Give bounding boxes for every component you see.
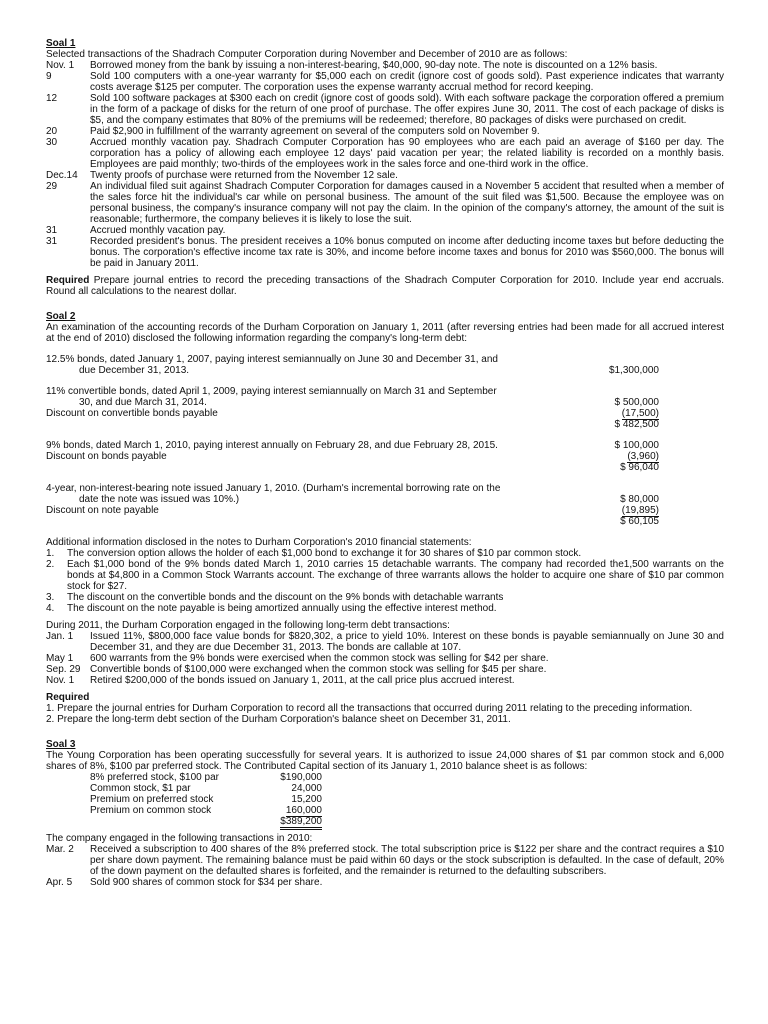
contributed-capital-table (90, 772, 724, 827)
note-item (46, 603, 724, 614)
transaction-row (46, 653, 724, 664)
transaction-row (46, 170, 724, 181)
transaction-text: Sold 100 computers with a one-year warranty for $5,000 each on credit (ignore cost of goods sold). Past experience indicates that warranty costs average $125 per computer. The corporation uses the expense warranty accrual method for record keeping. (90, 71, 724, 93)
transaction-text: Sold 900 shares of common stock for $34 per share. (90, 877, 323, 888)
transaction-row (46, 93, 724, 126)
soal-3-engaged-intro: The company engaged in the following transactions in 2010: (46, 833, 313, 844)
soal-2-title: Soal 2 (46, 311, 76, 322)
debt-row (46, 516, 724, 527)
debt-label: Discount on convertible bonds payable (46, 408, 218, 419)
debt-row (46, 365, 724, 376)
debt-row (46, 505, 724, 516)
note-text: The discount on the note payable is being amortized annually using the effective interest method. (67, 603, 497, 614)
debt-amount: (17,500) (621, 408, 659, 419)
transaction-date: Nov. 1 (46, 675, 75, 686)
note-item (46, 559, 724, 592)
debt-label: 30, and due March 31, 2014. (79, 397, 207, 408)
capital-row (90, 783, 724, 794)
capital-amount-value: 24,000 (291, 783, 322, 794)
transaction-date: 29 (46, 181, 58, 192)
transaction-text: Received a subscription to 400 shares of the 8% preferred stock. The total subscription price is $122 per share and the contract requires a $10 per share down payment. The remaining balance must be paid within 60 days or the stock subscription is defaulted. In the case of default, 20% of the down payment on the defaulted shares is forfeited, and the remainder is returned to the defaulting subscribers. (90, 844, 724, 877)
soal-1-intro: Selected transactions of the Shadrach Computer Corporation during November and December of 2010 are as follows: (46, 49, 568, 60)
debt-row (46, 408, 724, 419)
debt-amount: $ 482,500 (614, 419, 659, 430)
capital-label: Common stock, $1 par (90, 783, 191, 794)
transaction-text: Accrued monthly vacation pay. (90, 225, 226, 236)
transaction-row (46, 675, 724, 686)
transaction-date: Dec.14 (46, 170, 78, 181)
document-page (46, 38, 724, 888)
spacer (46, 376, 724, 386)
transaction-text: Convertible bonds of $100,000 were exchanged when the common stock was selling for $45 per share. (90, 664, 547, 675)
debt-group (46, 440, 724, 473)
soal-3-title: Soal 3 (46, 739, 76, 750)
debt-group (46, 354, 724, 376)
debt-amount: $1,300,000 (608, 365, 659, 376)
debt-row (46, 419, 724, 430)
transaction-date: Sep. 29 (46, 664, 81, 675)
spacer (46, 430, 724, 440)
capital-label (90, 816, 270, 827)
transaction-text: Accrued monthly vacation pay. Shadrach Computer Corporation has 90 employees who are each paid an average of $160 per day. The corporation has a policy of allowing each employee 12 days' paid vacation per year; the related liability is recorded on a monthly basis. Employees are paid monthly; two-thirds of the employees work in the sales force and one-third work in the office. (90, 137, 724, 170)
debt-amount: $ 96,040 (620, 462, 659, 473)
debt-row (46, 397, 724, 408)
transaction-text: 600 warrants from the 9% bonds were exercised when the common stock was selling for $42 per share. (90, 653, 549, 664)
soal-3-intro: The Young Corporation has been operating successfully for several years. It is authorized to issue 24,000 shares of $1 par common stock and 6,000 shares of 8%, $100 par preferred stock. The Contributed Capital section of its January 1, 2010 balance sheet is as follows: (46, 750, 724, 772)
note-number: 1. (46, 548, 55, 559)
debt-label: 12.5% bonds, dated January 1, 2007, paying interest semiannually on June 30 and December 31, and (46, 354, 498, 365)
soal-1-transactions (46, 60, 724, 269)
debt-group (46, 386, 724, 430)
long-term-debt-listing (46, 354, 724, 537)
required-item: 1. Prepare the journal entries for Durham Corporation to record all the transactions that occurred during 2011 relating to the preceding information. (46, 703, 693, 714)
note-text: The conversion option allows the holder of each $1,000 bond to exchange it for 30 shares of $10 par common stock. (67, 548, 582, 559)
debt-amount: $ 60,105 (620, 516, 659, 527)
note-item (46, 592, 724, 603)
additional-info-intro: Additional information disclosed in the notes to Durham Corporation's 2010 financial statements: (46, 537, 472, 548)
transaction-text: Issued 11%, $800,000 face value bonds for $820,302, a price to yield 10%. Interest on these bonds is payable semiannually on June 30 and December 31, and they are due December 31, 2013. The bonds are callable at 107. (90, 631, 724, 653)
capital-label: Premium on common stock (90, 805, 212, 816)
transaction-row (46, 60, 724, 71)
required-text: Prepare journal entries to record the preceding transactions of the Shadrach Computer Corporation for 2010. Include year end accruals. Round all calculations to the nearest dollar. (46, 275, 725, 297)
capital-amount (270, 794, 322, 805)
debt-amount: $ 100,000 (614, 440, 659, 451)
debt-amount: (3,960) (627, 451, 659, 462)
debt-label (46, 516, 566, 527)
transaction-date: Apr. 5 (46, 877, 73, 888)
capital-row (90, 772, 724, 783)
debt-amount: (19,895) (621, 505, 659, 516)
spacer (46, 473, 724, 483)
transaction-row (46, 181, 724, 225)
capital-amount (270, 805, 322, 816)
capital-label: Premium on preferred stock (90, 794, 214, 805)
debt-label: 4-year, non-interest-bearing note issued January 1, 2010. (Durham's incremental borrowing rate on the (46, 483, 501, 494)
transaction-row (46, 137, 724, 170)
capital-amount-value: 15,200 (291, 794, 322, 805)
debt-label: 9% bonds, dated March 1, 2010, paying interest annually on February 28, and due February 28, 2015. (46, 440, 498, 451)
note-number: 2. (46, 559, 55, 570)
debt-label: 11% convertible bonds, dated April 1, 2009, paying interest semiannually on March 31 and September (46, 386, 497, 397)
required-item: 2. Prepare the long-term debt section of the Durham Corporation's balance sheet on December 31, 2011. (46, 714, 511, 725)
note-number: 4. (46, 603, 55, 614)
capital-label: 8% preferred stock, $100 par (90, 772, 219, 783)
soal-3-transactions (46, 844, 724, 888)
transaction-row (46, 631, 724, 653)
transaction-text: Paid $2,900 in fulfillment of the warranty agreement on several of the computers sold on November 9. (90, 126, 540, 137)
capital-row (90, 805, 724, 816)
capital-amount-value: $389,200 (280, 816, 322, 830)
debt-label: due December 31, 2013. (79, 365, 190, 376)
capital-amount (270, 772, 322, 783)
transaction-date: 31 (46, 236, 58, 247)
debt-label: Discount on bonds payable (46, 451, 167, 462)
soal-3-section (46, 739, 724, 888)
transaction-row (46, 877, 724, 888)
transaction-text: An individual filed suit against Shadrach Computer Corporation for damages caused in a November 5 accident that resulted when a member of the sales force hit the individual's car while on personal business. The amount of the suit filed was $1,500. Because the employee was on personal business, the company's insurance company will not pay the claim. In the opinion of the company's attorney, the amount of the suit is reasonable; furthermore, the company believes it is likely to lose the suit. (90, 181, 724, 225)
transaction-date: May 1 (46, 653, 74, 664)
debt-amount: $ 500,000 (614, 397, 659, 408)
debt-label: date the note was issued was 10%.) (79, 494, 240, 505)
transaction-date: 30 (46, 137, 58, 148)
soal-2-intro: An examination of the accounting records of the Durham Corporation on January 1, 2011 (after reversing entries had been made for all accrued interest at the end of 2010) disclosed the following information regarding the company's long-term debt: (46, 322, 724, 344)
soal-1-required (46, 275, 724, 297)
capital-amount (270, 783, 322, 794)
soal-1-section (46, 38, 724, 297)
note-text: The discount on the convertible bonds and the discount on the 9% bonds with detachable warrants (67, 592, 504, 603)
transaction-date: 20 (46, 126, 58, 137)
debt-label (46, 419, 566, 430)
capital-row (90, 816, 724, 827)
debt-group (46, 483, 724, 527)
debt-row (46, 494, 724, 505)
during-2011-intro: During 2011, the Durham Corporation engaged in the following long-term debt transactions: (46, 620, 450, 631)
soal-1-title: Soal 1 (46, 38, 76, 49)
transaction-row (46, 126, 724, 137)
debt-label (46, 462, 566, 473)
transaction-date: 12 (46, 93, 58, 104)
capital-amount-value: 160,000 (285, 805, 322, 816)
transaction-text: Twenty proofs of purchase were returned from the November 12 sale. (90, 170, 398, 181)
transaction-text: Sold 100 software packages at $300 each on credit (ignore cost of goods sold). With each software package the corporation offered a premium in the form of a package of disks for the return of one proof of purchase. The offer expires June 30, 2011. The cost of each package of disks is $5, and the company estimates that 80% of the premiums will be redeemed; therefore, 80 packages of disks were purchased on credit. (90, 93, 724, 126)
transaction-row (46, 844, 724, 877)
soal-2-required-items (46, 703, 724, 725)
note-item (46, 548, 724, 559)
transaction-row (46, 71, 724, 93)
debt-row (46, 483, 724, 494)
debt-label: Discount on note payable (46, 505, 159, 516)
capital-amount-value: $190,000 (280, 772, 322, 783)
transaction-text: Borrowed money from the bank by issuing a non-interest-bearing, $40,000, 90-day note. The note is discounted on a 12% basis. (90, 60, 658, 71)
transaction-date: Nov. 1 (46, 60, 75, 71)
soal-2-required-label: Required (46, 692, 90, 703)
soal-2-transactions (46, 631, 724, 686)
capital-row (90, 794, 724, 805)
capital-amount (270, 816, 322, 827)
note-text: Each $1,000 bond of the 9% bonds dated March 1, 2010 carries 15 detachable warrants. The company had recorded the1,500 warrants on the bonds at $4,800 in a Common Stock Warrants account. The exchange of three warrants allows the holder to acquire one share of $10 par common stock for $27. (67, 559, 724, 592)
transaction-date: Jan. 1 (46, 631, 74, 642)
spacer (46, 527, 724, 537)
transaction-date: Mar. 2 (46, 844, 74, 855)
notes-list (46, 548, 724, 614)
transaction-row (46, 225, 724, 236)
required-label: Required (46, 275, 90, 286)
transaction-date: 9 (46, 71, 52, 82)
transaction-text: Retired $200,000 of the bonds issued on January 1, 2011, at the call price plus accrued interest. (90, 675, 515, 686)
transaction-row (46, 664, 724, 675)
transaction-row (46, 236, 724, 269)
soal-2-section (46, 311, 724, 725)
debt-row (46, 354, 724, 365)
debt-row (46, 440, 724, 451)
transaction-date: 31 (46, 225, 58, 236)
debt-row (46, 462, 724, 473)
debt-amount: $ 80,000 (620, 494, 659, 505)
debt-row (46, 451, 724, 462)
debt-row (46, 386, 724, 397)
note-number: 3. (46, 592, 55, 603)
transaction-text: Recorded president's bonus. The president receives a 10% bonus computed on income after deducting income taxes but before deducting the bonus. The corporation's effective income tax rate is 30%, and income before income taxes and bonus for 2010 was $560,000. The bonus will be paid in January 2011. (90, 236, 724, 269)
